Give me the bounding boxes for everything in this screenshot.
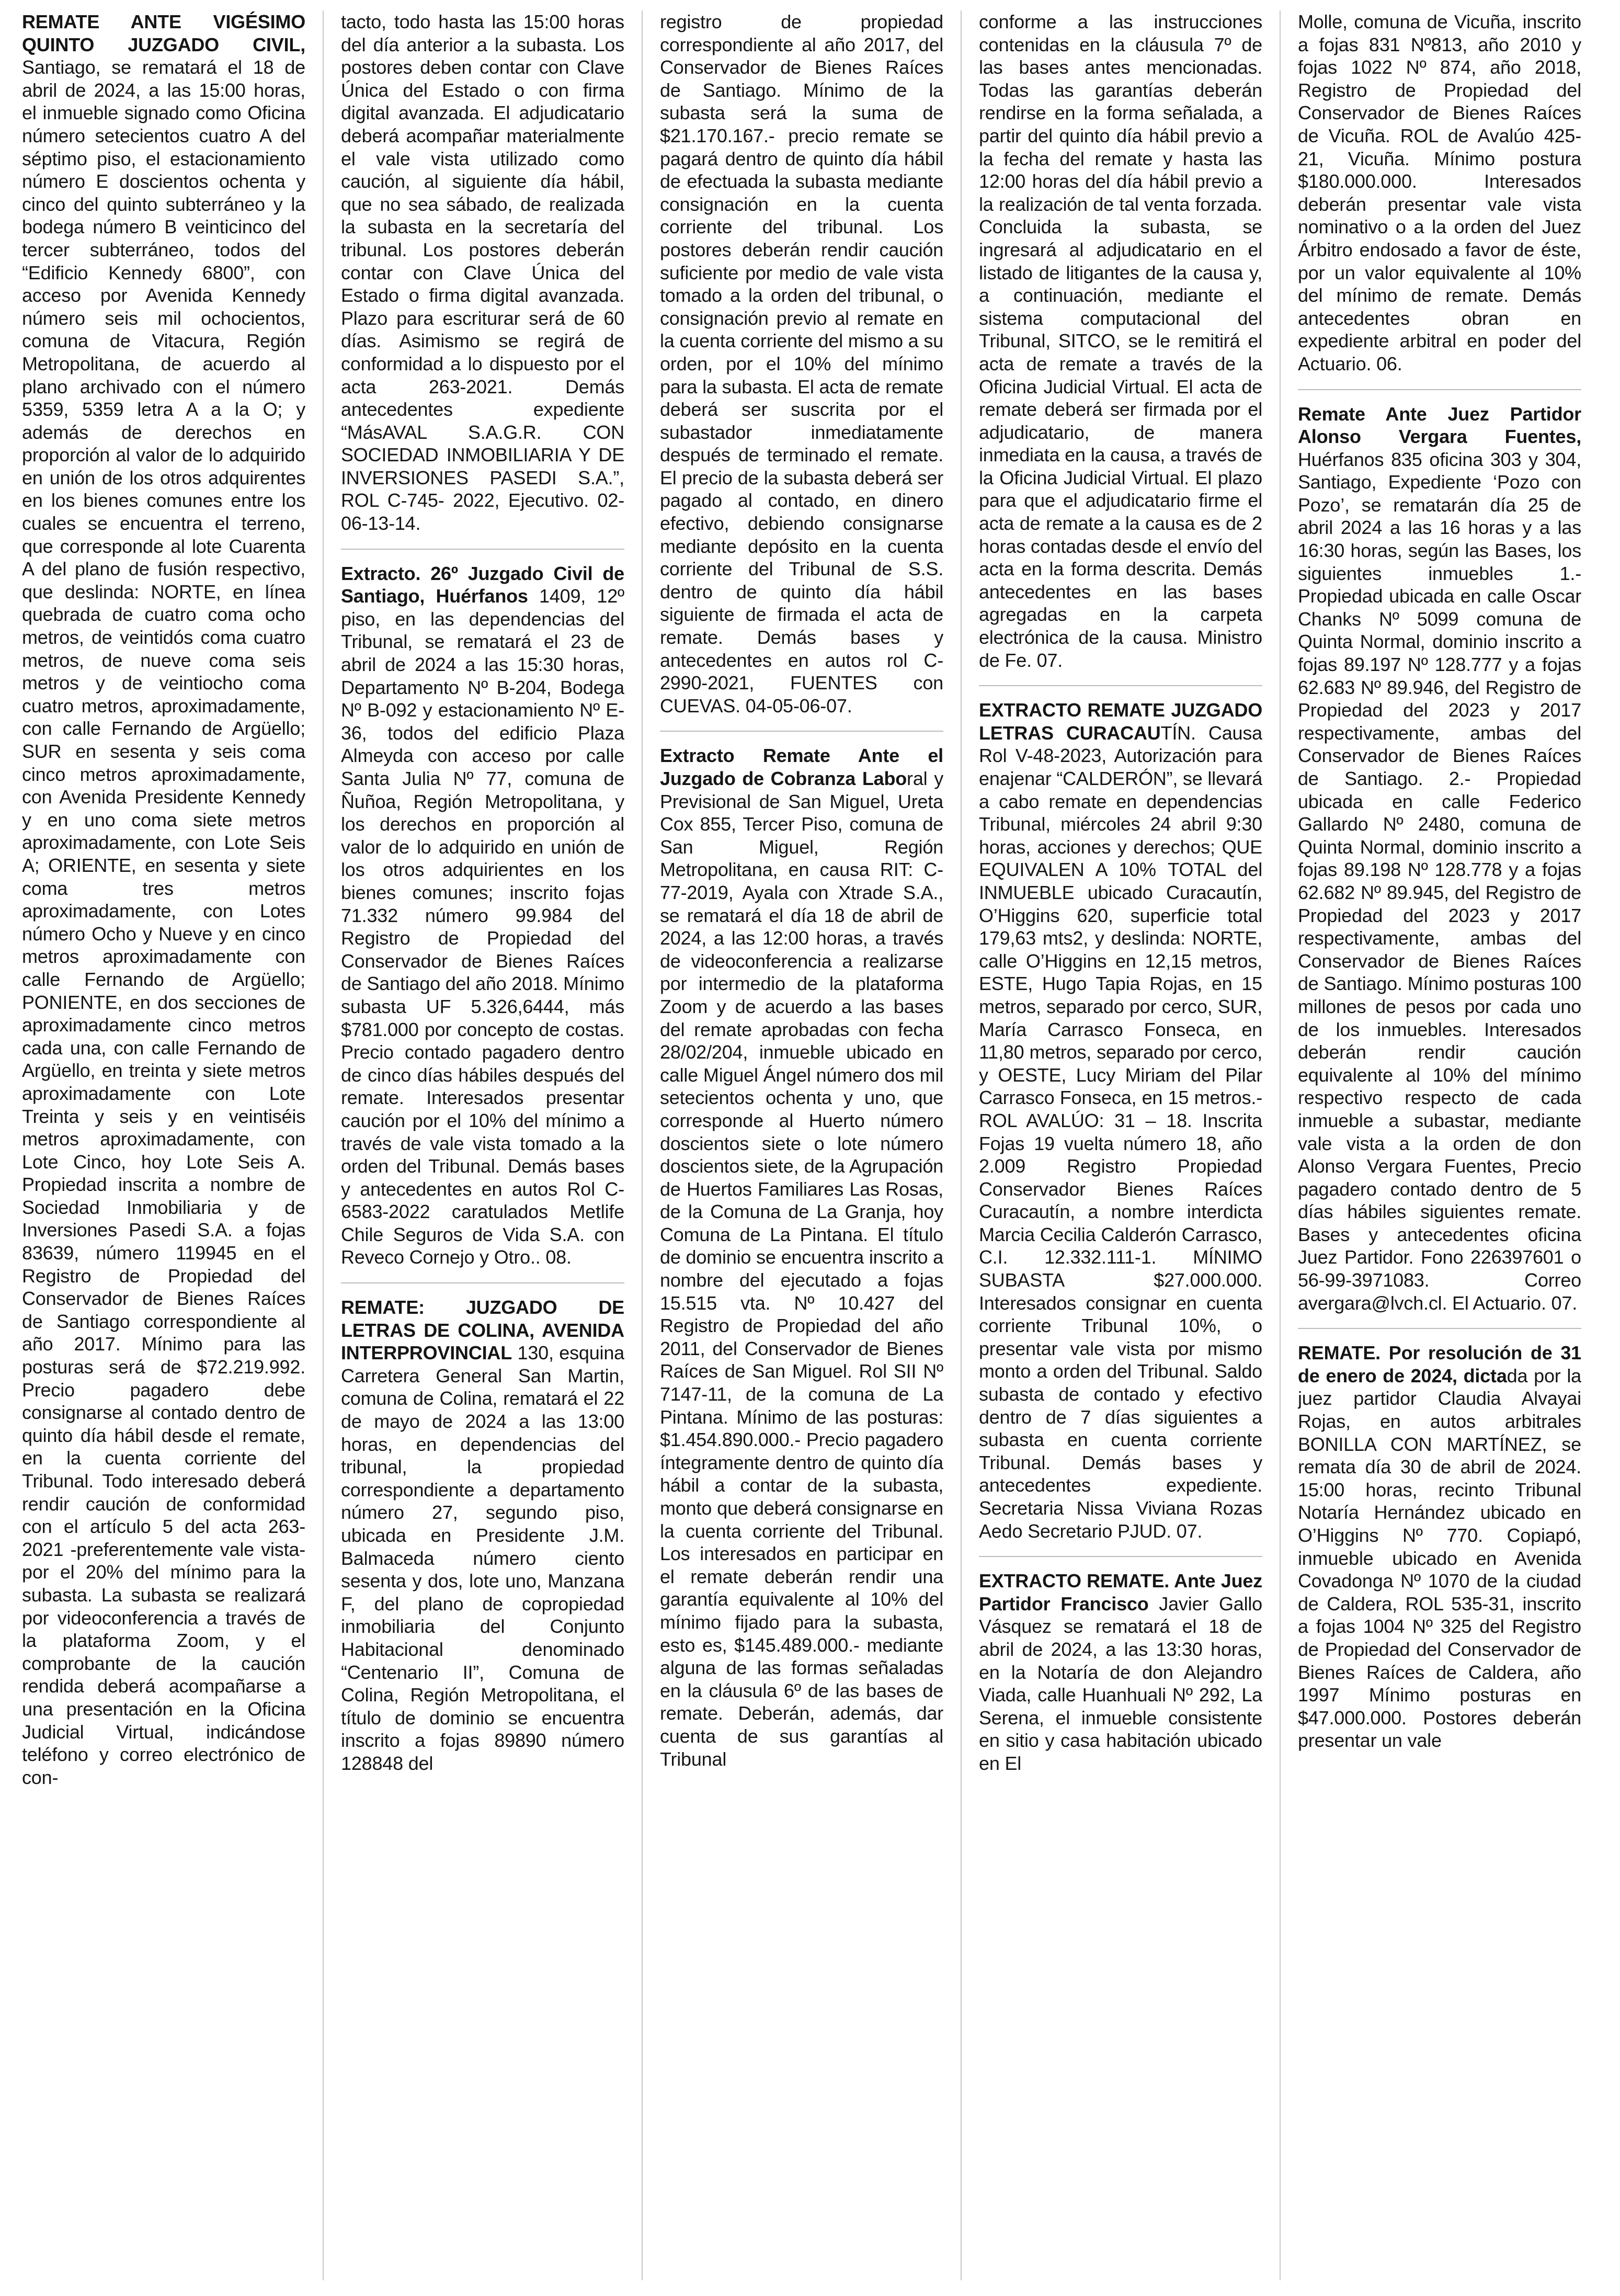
notice-body: Santiago, se rematará el 18 de abril de 2024, a las 15:00 horas, el inmueble signado como Oficina número setecientos cuatro A del séptimo piso, el estacionamiento número E doscientos ochenta y cinco del quinto subterráneo y la bodega número B veinticinco del tercer subterráneo, todos del “Edificio Kennedy 6800”, con acceso por Avenida Kennedy número seis mil ochocientos, comuna de Vitacura, Región Metropolitana, de acuerdo al plano archivado con el número 5359, 5359 letra A a la O; y además de derechos en proporción al valor de lo adquirido en unión de los otros adquirentes en los bienes comunes entre los cuales se encuentra el terreno, que corresponde al lote Cuarenta A del plano de fusión respectivo, que deslinda: NORTE, en línea quebrada de cuatro coma ocho metros, de veintidós coma cuatro metros, de nueve coma seis metros y de veintiocho coma cuatro metros, aproximadamente, con calle Fernando de Argüello; SUR en sesenta y seis coma cinco metros aproximadamente, con Avenida Presidente Kennedy y en uno coma siete metros aproximadamente, con Lote Seis A; ORIENTE, en sesenta y siete coma tres metros aproximadamente, con Lotes número Ocho y Nueve y en cinco metros aproximadamente con calle Fernando de Argüello; PONIENTE, en dos secciones de aproximadamente cinco metros cada una, con calle Fernando de Argüello, en treinta y siete metros aproximadamente con Lote Treinta y seis y en veintiséis metros aproximadamente, con Lote Cinco, hoy Lote Seis A. Propiedad inscrita a nombre de Sociedad Inmobiliaria y de Inversiones Pasedi S.A. a fojas 83639, número 119945 en el Registro de Propiedad del Conservador de Bienes Raíces de Santiago correspondiente al año 2017. Mínimo para las posturas será de $72.219.992. Precio pagadero debe consignarse al contado dentro de quinto día hábil desde el remate, en la cuenta corriente del Tribunal. Todo interesado deberá rendir caución de conformidad con el artículo 5 del acta 263-2021 -preferentemente vale vista- por el 20% del mínimo para la subasta. La subasta se realizará por videoconferencia a través de la plataforma Zoom, y el comprobante de la caución rendida deberá acompañarse a una presentación en la Oficina Judicial Virtual, indicándose teléfono y correo electrónico de con- [22, 56, 305, 1788]
notice-extracto-26-juzgado [341, 549, 624, 1269]
notice-continuation [979, 10, 1262, 672]
notice-remate-vigesimo-quinto-juzgado [22, 10, 305, 1789]
notice-extracto-juez-partidor-francisco [979, 1556, 1262, 1775]
notice-heading: REMATE. Por resolución de 31 de enero de 2024, dicta [1298, 1342, 1581, 1386]
notice-body: Javier Gallo Vásquez se rematará el 18 de abril de 2024, a las 13:30 horas, en la Notaría de don Alejandro Viada, calle Huanhuali Nº 292, La Serena, el inmueble consistente en sitio y casa habitación ubicado en El [979, 1593, 1262, 1774]
notice-extracto-cobranza-laboral [660, 731, 943, 1770]
notice-heading: Extracto. 26º Juzgado Civil de Santiago, Huérfanos [341, 562, 624, 607]
notice-body: registro de propiedad correspondiente al año 2017, del Conservador de Bienes Raíces de Santiago. Mínimo de la subasta será la suma de $21.170.167.- precio remate se pagará dentro de quinto día hábil de efectuada la subasta mediante consignación en la cuenta corriente del tribunal. Los postores deberán rendir caución suficiente por medio de vale vista tomado a la orden del tribunal, o consignación previo al remate en la cuenta corriente del mismo a su orden, por el 10% del mínimo para la subasta. El acta de remate deberá ser suscrita por el subastador inmediatamente después de terminado el remate. El precio de la subasta deberá ser pagado al contado, en dinero efectivo, debiendo consignarse mediante depósito en la cuenta corriente del Tribunal de S.S. dentro de quinto día hábil siguiente de firmada el acta de remate. Demás bases y antecedentes en autos rol C-2990-2021, FUENTES con CUEVAS. 04-05-06-07. [660, 11, 943, 717]
column-1 [22, 10, 305, 2291]
notice-body: da por la juez partidor Claudia Alvayai Rojas, en autos arbitrales BONILLA CON MARTÍNEZ, se remata día 30 de abril de 2024. 15:00 horas, recinto Tribunal Notaría Hernández ubicado en O’Higgins Nº 770. Copiapó, inmueble ubicado en Avenida Covadonga Nº 1070 de la ciudad de Caldera, ROL 535-31, inscrito a fojas 1004 Nº 325 del Registro de Propiedad del Conservador de Bienes Raíces de Caldera, año 1997 Mínimo posturas en $47.000.000. Postores deberán presentar un vale [1298, 1365, 1581, 1752]
notice-remate-alonso-vergara [1298, 389, 1581, 1315]
column-divider [961, 10, 962, 2280]
notice-continuation [341, 10, 624, 535]
notice-body: TÍN. Causa Rol V-48-2023, Autorización para enajenar “CALDERÓN”, se llevará a cabo remate en dependencias Tribunal, miércoles 24 abril 9:30 horas, acciones y derechos; QUE EQUIVALEN A 10% TOTAL del INMUEBLE ubicado Curacautín, O’Higgins 620, superficie total 179,63 mts2, y deslinda: NORTE, calle O’Higgins en 12,15 metros, ESTE, Hugo Tapia Rojas, en 15 metros, separado por cerco, SUR, María Carrasco Fonseca, en 11,80 metros, separado por cerco, y OESTE, Lucy Miriam del Pilar Carrasco Fonseca, en 15 metros.- ROL AVALÚO: 31 – 18. Inscrita Fojas 19 vuelta número 18, año 2.009 Registro Propiedad Conservador Bienes Raíces Curacautín, a nombre interdicta Marcia Cecilia Calderón Carrasco, C.I. 12.332.111-1. MÍNIMO SUBASTA $27.000.000. Interesados consignar en cuenta corriente Tribunal 10%, o presentar vale vista por mismo monto a orden del Tribunal. Saldo subasta de contado y efectivo dentro de 7 días siguientes a subasta en cuenta corriente Tribunal. Demás bases y antecedentes expediente. Secretaria Nissa Viviana Rozas Aedo Secretario PJUD. 07. [979, 722, 1262, 1542]
column-divider [1280, 10, 1281, 2280]
notice-body: Molle, comuna de Vicuña, inscrito a fojas 831 Nº813, año 2010 y fojas 1022 Nº 874, año 2018, Registro de Propiedad del Conservador de Bienes Raíces de Vicuña. ROL de Avalúo 425-21, Vicuña. Mínimo postura $180.000.000. Interesados deberán presentar vale vista nominativo o a la orden del Juez Árbitro endosado a favor de éste, por un valor equivalente al 10% del mínimo de remate. Demás antecedentes obran en expediente arbitral en poder del Actuario. 06. [1298, 11, 1581, 374]
notice-continuation [660, 10, 943, 717]
column-5 [1298, 10, 1581, 2291]
column-divider [642, 10, 643, 2280]
notice-heading: REMATE: JUZGADO DE LETRAS DE COLINA, AVENIDA INTERPROVINCIAL [341, 1297, 624, 1364]
column-divider [323, 10, 324, 2280]
notice-body: 1409, 12º piso, en las dependencias del Tribunal, se rematará el 23 de abril de 2024 a las 15:30 horas, Departamento Nº B-204, Bodega Nº B-092 y estacionamiento Nº E-36, todos del edificio Plaza Almeyda con acceso por calle Santa Julia Nº 77, comuna de Ñuñoa, Región Metropolitana, y los derechos en proporción al valor de lo adquirido en unión de los otros adquirientes en los bienes comunes; inscrito fojas 71.332 número 99.984 del Registro de Propiedad del Conservador de Bienes Raíces de Santiago del año 2018. Mínimo subasta UF 5.326,6444, más $781.000 por concepto de costas. Precio contado pagadero dentro de cinco días hábiles después del remate. Interesados presentar caución por el 10% del mínimo a través de vale vista tomado a la orden del Tribunal. Demás bases y antecedentes en autos Rol C-6583-2022 caratulados Metlife Chile Seguros de Vida S.A. con Reveco Cornejo y Otro.. 08. [341, 585, 624, 1268]
notice-body: conforme a las instrucciones contenidas en la cláusula 7º de las bases antes mencionadas. Todas las garantías deberán rendirse en la forma señalada, a partir del quinto día hábil previo a la fecha del remate y hasta las 12:00 horas del día hábil previo a la realización de tal venta forzada. Concluida la subasta, se ingresará al adjudicatario en el listado de litigantes de la causa y, a continuación, mediante el sistema computacional del Tribunal, SITCO, se le remitirá el acta de remate a través de la Oficina Judicial Virtual. El acta de remate deberá ser firmada por el adjudicatario, de manera inmediata en la causa, a través de la Oficina Judicial Virtual. El plazo para que el adjudicatario firme el acta de remate a la causa es de 2 horas contadas desde el envío del acta en la forma descrita. Demás antecedentes en las bases agregadas en la carpeta electrónica de la causa. Ministro de Fe. 07. [979, 11, 1262, 671]
notice-remate-juzgado-colina [341, 1282, 624, 1775]
notice-heading: Extracto Remate Ante el Juzgado de Cobranza Labo [660, 745, 943, 789]
notice-body: ral y Previsional de San Miguel, Ureta Cox 855, Tercer Piso, comuna de San Miguel, Región Metropolitana, en causa RIT: C-77-2019, Ayala con Xtrade S.A., se rematará el día 18 de abril de 2024, a las 12:00 horas, a través de videoconferencia a realizarse por intermedio de la plataforma Zoom y de acuerdo a las bases del remate aprobadas con fecha 28/02/204, inmueble ubicado en calle Miguel Ángel número dos mil setecientos ochenta y uno, que corresponde al Huerto número doscientos siete o lote número doscientos siete, de la Agrupación de Huertos Familiares Las Rosas, de la Comuna de La Granja, hoy Comuna de La Pintana. El título de dominio se encuentra inscrito a nombre del ejecutado a fojas 15.515 vta. Nº 10.427 del Registro de Propiedad del año 2011, del Conservador de Bienes Raíces de San Miguel. Rol SII Nº 7147-11, de la comuna de La Pintana. Mínimo de las posturas: $1.454.890.000.- Precio pagadero íntegramente dentro de quinto día hábil a contar de la subasta, monto que deberá consignarse en la cuenta corriente del Tribunal. Los interesados en participar en el remate deberán rendir una garantía equivalente al 10% del mínimo fijado para la subasta, esto es, $145.489.000.- mediante alguna de las formas señaladas en la cláusula 6º de las bases de remate. Deberán, además, dar cuenta de sus garantías al Tribunal [660, 768, 943, 1770]
column-2 [341, 10, 624, 2291]
notice-body: 130, esquina Carretera General San Martin, comuna de Colina, rematará el 22 de mayo de 2024 a las 13:00 horas, en dependencias del tribunal, la propiedad correspondiente a departamento número 27, segundo piso, ubicada en Presidente J.M. Balmaceda número ciento sesenta y dos, lote uno, Manzana F, del plano de copropiedad inmobiliaria del Conjunto Habitacional denominado “Centenario II”, Comuna de Colina, Región Metropolitana, el título de dominio se encuentra inscrito a fojas 89890 número 128848 del [341, 1342, 624, 1774]
notice-heading: EXTRACTO REMATE JUZGADO LETRAS CURACAU [979, 699, 1262, 744]
notice-extracto-curacautin [979, 685, 1262, 1542]
notice-heading: EXTRACTO REMATE. Ante Juez Partidor Francisco [979, 1570, 1262, 1615]
notice-heading: REMATE ANTE VIGÉSIMO QUINTO JUZGADO CIVIL, [22, 11, 305, 55]
notice-body: tacto, todo hasta las 15:00 horas del día anterior a la subasta. Los postores deben contar con Clave Única del Estado o con firma digital avanzada. El adjudicatario deberá acompañar materialmente el vale vista utilizado como caución, al siguiente día hábil, que no sea sábado, de realizada la subasta en la secretaría del tribunal. Los postores deberán contar con Clave Única del Estado o firma digital avanzada. Plazo para escriturar será de 60 días. Asimismo se regirá de conformidad a lo dispuesto por el acta 263-2021. Demás antecedentes expediente “MásAVAL S.A.G.R. CON SOCIEDAD INMOBILIARIA Y DE INVERSIONES PASEDI S.A.”, ROL C-745- 2022, Ejecutivo. 02-06-13-14. [341, 11, 624, 535]
column-3 [660, 10, 943, 2291]
notice-heading: Remate Ante Juez Partidor Alonso Vergara Fuentes, [1298, 403, 1581, 448]
notice-continuation [1298, 10, 1581, 376]
notice-body: Huérfanos 835 oficina 303 y 304, Santiago, Expediente ‘Pozo con Pozo’, se rematarán día 25 de abril 2024 a las 16 horas y a las 16:30 horas, según las Bases, los siguientes inmuebles 1.- Propiedad ubicada en calle Oscar Chanks Nº 5099 comuna de Quinta Normal, dominio inscrito a fojas 89.197 Nº 128.777 y a fojas 62.683 Nº 89.946, del Registro de Propiedad del 2023 y 2017 respectivamente, ambas del Conservador de Bienes Raíces de Santiago. 2.- Propiedad ubicada en calle Federico Gallardo Nº 2480, comuna de Quinta Normal, dominio inscrito a fojas 89.198 Nº 128.778 y a fojas 62.682 Nº 89.945, del Registro de Propiedad del 2023 y 2017 respectivamente, ambas del Conservador de Bienes Raíces de Santiago. Mínimo posturas 100 millones de pesos por cada uno de los inmuebles. Interesados deberán rendir caución equivalente al 10% del mínimo respectivo respecto de cada inmueble a subastar, mediante vale vista a la orden de don Alonso Vergara Fuentes, Precio pagadero contado dentro de 5 días hábiles siguientes remate. Bases y antecedentes oficina Juez Partidor. Fono 226397601 o 56-99-3971083. Correo avergara@lvch.cl. El Actuario. 07. [1298, 448, 1581, 1314]
column-4 [979, 10, 1262, 2291]
notice-remate-resolucion-31-enero [1298, 1328, 1581, 1752]
